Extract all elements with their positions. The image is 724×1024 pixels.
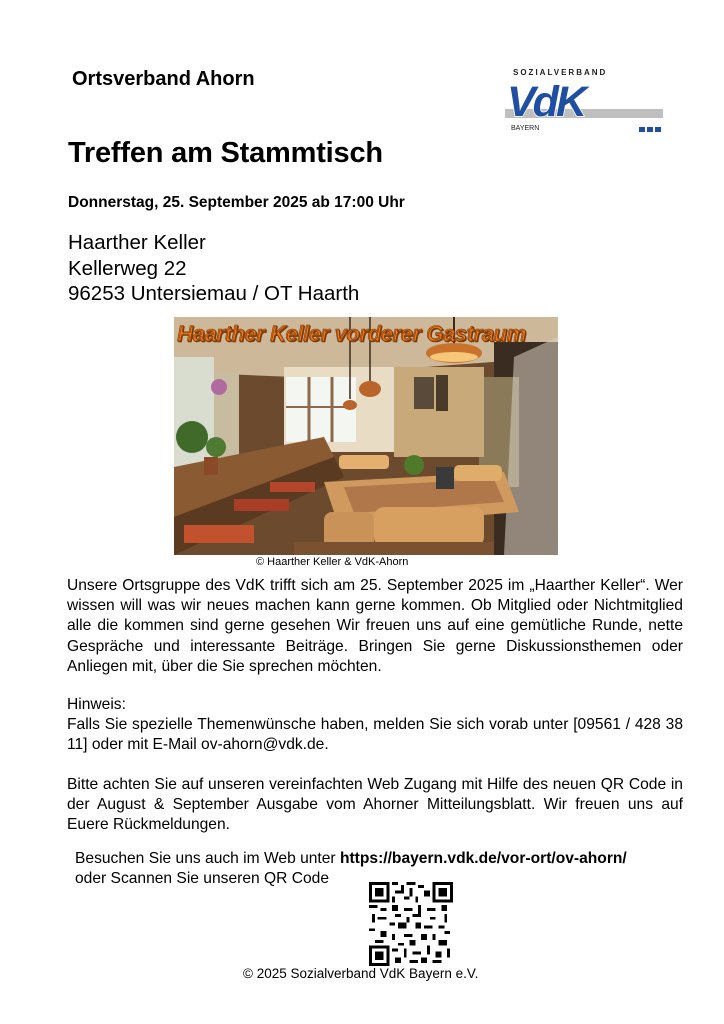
org-name: Ortsverband Ahorn xyxy=(72,68,255,90)
address-line-3: 96253 Untersiemau / OT Haarth xyxy=(68,282,360,305)
restaurant-photo xyxy=(174,317,558,555)
event-address xyxy=(68,230,359,307)
vdk-logo xyxy=(505,67,665,137)
hint-label: Hinweis: xyxy=(67,696,126,713)
event-datetime: Donnerstag, 25. September 2025 ab 17:00 Uhr xyxy=(68,194,405,211)
address-line-2: Kellerweg 22 xyxy=(68,256,187,280)
web-info xyxy=(75,849,627,889)
qr-note-paragraph: Bitte achten Sie auf unseren vereinfachten Web Zugang mit Hilfe des neuen QR Code in der August & September Ausgabe vom Ahorner Mitteilungsblatt. Wir freuen uns auf Euere Rückmeldungen. xyxy=(67,776,683,834)
photo-credit: © Haarther Keller & VdK-Ahorn xyxy=(256,556,409,568)
web-url-link[interactable]: https://bayern.vdk.de/vor-ort/ov-ahorn/ xyxy=(339,850,627,867)
logo-brand: VdK xyxy=(507,78,584,126)
restaurant-interior-illustration xyxy=(174,317,558,555)
address-line-1: Haarther Keller xyxy=(68,231,206,254)
page-title: Treffen am Stammtisch xyxy=(68,137,383,169)
intro-paragraph: Unsere Ortsgruppe des VdK trifft sich am 25. September 2025 im „Haarther Keller“. Wer wissen will was wir neues machen kann gerne kommen. Ob Mitglied oder Nichtmitglied alle die kommen sind gerne gesehen Wir freuen uns auf eine gemütliche Runde, nette Gespräche und interessante Beiträge. Bringen Sie gerne Diskussionsthemen oder Anliegen mit, über die Sie sprechen möchten. xyxy=(67,577,683,675)
photo-overlay-caption: Haarther Keller vorderer Gastraum xyxy=(177,321,526,346)
qr-code[interactable] xyxy=(366,882,456,966)
footer-copyright: © 2025 Sozialverband VdK Bayern e.V. xyxy=(243,966,479,981)
hint-paragraph: Falls Sie spezielle Themenwünsche haben, melden Sie sich vorab unter [09561 / 428 38 11] oder mit E-Mail ov-ahorn@vdk.de. xyxy=(67,716,683,754)
web-prefix: Besuchen Sie uns auch im Web unter xyxy=(75,850,336,867)
logo-top-text: SOZIALVERBAND xyxy=(513,68,608,77)
scan-text: oder Scannen Sie unseren QR Code xyxy=(75,870,329,887)
logo-region: BAYERN xyxy=(511,125,540,132)
